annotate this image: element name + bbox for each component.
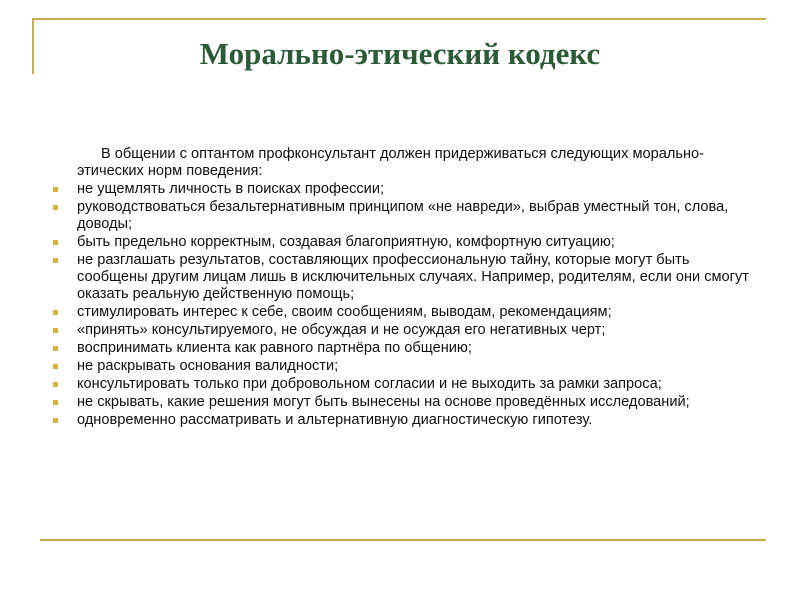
list-item bbox=[53, 304, 763, 321]
bullet-list bbox=[53, 181, 763, 429]
list-item-text: воспринимать клиента как равного партнёра по общению; bbox=[77, 340, 472, 356]
intro-paragraph: В общении с оптантом профконсультант должен придерживаться следующих морально-этических норм поведения: bbox=[77, 146, 704, 179]
list-item-text: одновременно рассматривать и альтернативную диагностическую гипотезу. bbox=[77, 412, 593, 428]
slide-title: Морально-этический кодекс bbox=[199, 36, 601, 71]
list-item bbox=[53, 252, 763, 303]
frame-top-line bbox=[32, 18, 766, 20]
bullet-square-icon bbox=[53, 400, 58, 405]
list-item-text: руководствоваться безальтернативным принципом «не навреди», выбрав уместный тон, слова, доводы; bbox=[77, 199, 729, 232]
list-item bbox=[53, 340, 763, 357]
slide-content bbox=[53, 146, 763, 430]
list-item-text: быть предельно корректным, создавая благоприятную, комфортную ситуацию; bbox=[77, 234, 615, 250]
bullet-square-icon bbox=[53, 240, 58, 245]
list-item-text: «принять» консультируемого, не обсуждая и не осуждая его негативных черт; bbox=[77, 322, 606, 338]
list-item-text: не ущемлять личность в поисках профессии; bbox=[77, 181, 385, 197]
list-item-text: консультировать только при добровольном согласии и не выходить за рамки запроса; bbox=[77, 376, 662, 392]
list-item bbox=[53, 376, 763, 393]
bullet-square-icon bbox=[53, 187, 58, 192]
list-item bbox=[53, 322, 763, 339]
bullet-square-icon bbox=[53, 258, 58, 263]
bullet-square-icon bbox=[53, 346, 58, 351]
frame-bottom-line bbox=[40, 539, 766, 541]
list-item bbox=[53, 412, 763, 429]
list-item bbox=[53, 394, 763, 411]
bullet-square-icon bbox=[53, 310, 58, 315]
list-item-text: стимулировать интерес к себе, своим сообщениям, выводам, рекомендациям; bbox=[77, 304, 612, 320]
list-item bbox=[53, 234, 763, 251]
bullet-square-icon bbox=[53, 382, 58, 387]
list-item bbox=[53, 181, 763, 198]
bullet-square-icon bbox=[53, 418, 58, 423]
bullet-square-icon bbox=[53, 328, 58, 333]
bullet-square-icon bbox=[53, 205, 58, 210]
bullet-square-icon bbox=[53, 364, 58, 369]
list-item-text: не скрывать, какие решения могут быть вынесены на основе проведённых исследований; bbox=[77, 394, 690, 410]
list-item bbox=[53, 358, 763, 375]
list-item bbox=[53, 199, 763, 233]
list-item-text: не раскрывать основания валидности; bbox=[77, 358, 339, 374]
list-item-text: не разглашать результатов, составляющих профессиональную тайну, которые могут быть сообщены другим лицам лишь в исключительных случаях. Например, родителям, если они смогут оказать реальную действенную помощь; bbox=[77, 252, 749, 302]
